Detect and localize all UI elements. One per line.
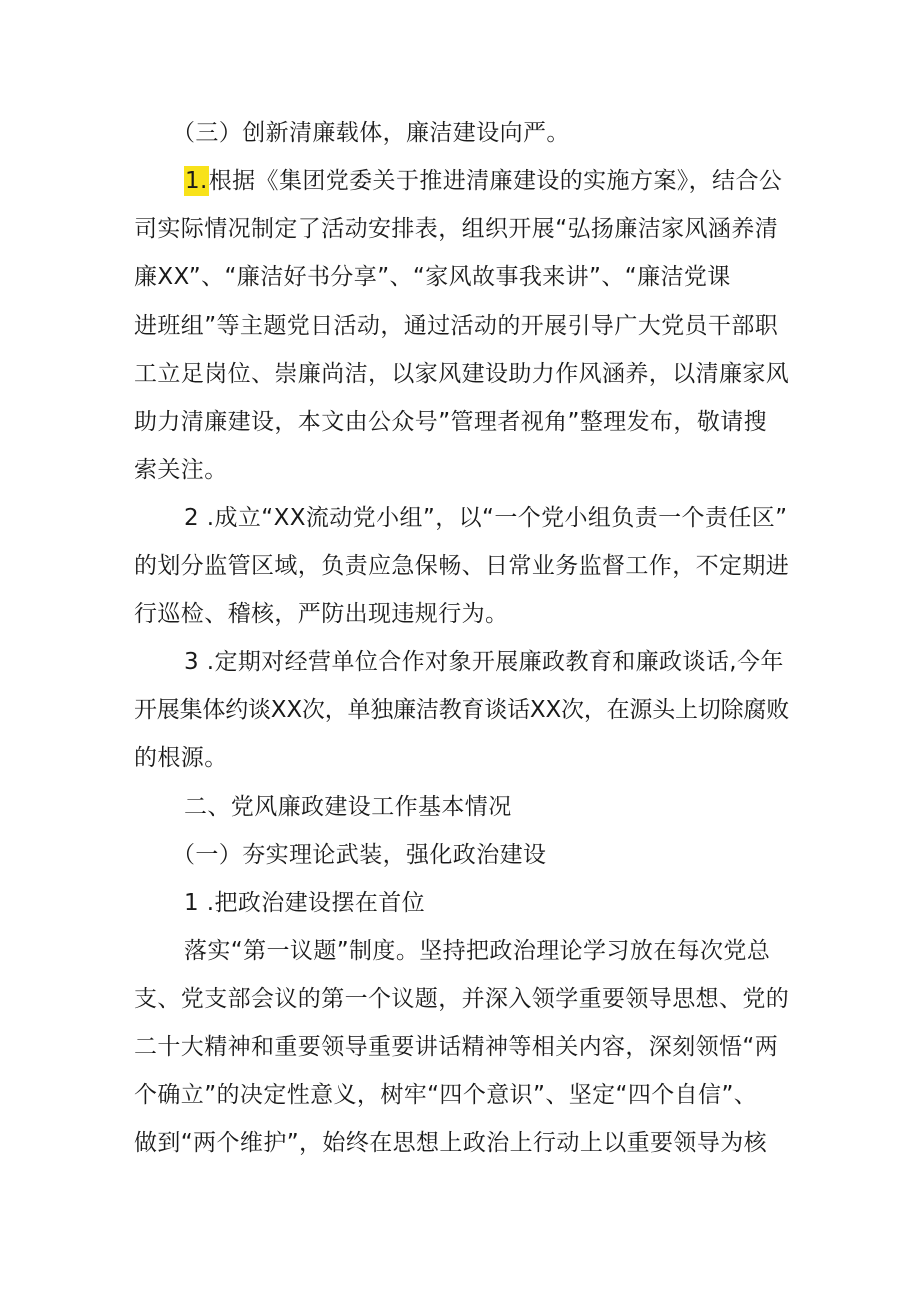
highlighted-item-number: 1.	[185, 168, 208, 194]
para-line-3: 二十大精神和重要领导重要讲话精神等相关内容，深刻领悟“两	[134, 1034, 779, 1060]
para-line-4: 个确立”的决定性意义，树牢“四个意识”、坚定“四个自信”、	[134, 1082, 758, 1108]
item-1-line-2: 司实际情况制定了活动安排表，组织开展“弘扬廉洁家风涵养清	[134, 216, 779, 242]
item-2-line-3: 行巡检、稽核，严防出现违规行为。	[134, 601, 509, 627]
section-one-heading: （一）夯实理论武装，强化政治建设	[172, 842, 547, 868]
item-1-line-1	[184, 165, 782, 197]
item-3-line-2: 开展集体约谈XX次，单独廉洁教育谈话XX次，在源头上切除腐败	[134, 697, 790, 723]
item-2-line-1: 2 .成立“XX流动党小组”，以“一个党小组负责一个责任区”	[184, 505, 788, 531]
para-line-1: 落实“第一议题”制度。坚持把政治理论学习放在每次党总	[184, 938, 771, 964]
para-line-5: 做到“两个维护”，始终在思想上政治上行动上以重要领导为核	[134, 1130, 768, 1156]
item-1-line-7: 索关注。	[134, 457, 228, 483]
part-two-heading: 二、党风廉政建设工作基本情况	[184, 794, 512, 820]
item-1-line-5: 工立足岗位、崇廉尚洁，以家风建设助力作风涵养，以清廉家风	[134, 361, 790, 387]
section-three-heading: （三）创新清廉载体，廉洁建设向严。	[172, 120, 570, 146]
item-1-line-6: 助力清廉建设，本文由公众号”管理者视角”整理发布，敬请搜	[134, 409, 768, 435]
subsection-one-heading: 1 .把政治建设摆在首位	[184, 890, 426, 916]
para-line-2: 支、党支部会议的第一个议题，并深入领学重要领导思想、党的	[134, 986, 790, 1012]
item-1-line-1-text: 根据《集团党委关于推进清廉建设的实施方案》，结合公	[208, 168, 783, 194]
item-1-line-4: 进班组”等主题党日活动，通过活动的开展引导广大党员干部职	[134, 313, 779, 339]
item-1-line-3: 廉XX”、“廉洁好书分享”、“家风故事我来讲”、“廉洁党课	[134, 264, 731, 290]
item-3-line-3: 的根源。	[134, 745, 228, 771]
item-2-line-2: 的划分监管区域，负责应急保畅、日常业务监督工作，不定期进	[134, 553, 790, 579]
item-3-line-1: 3 .定期对经营单位合作对象开展廉政教育和廉政谈话,今年	[184, 649, 784, 675]
